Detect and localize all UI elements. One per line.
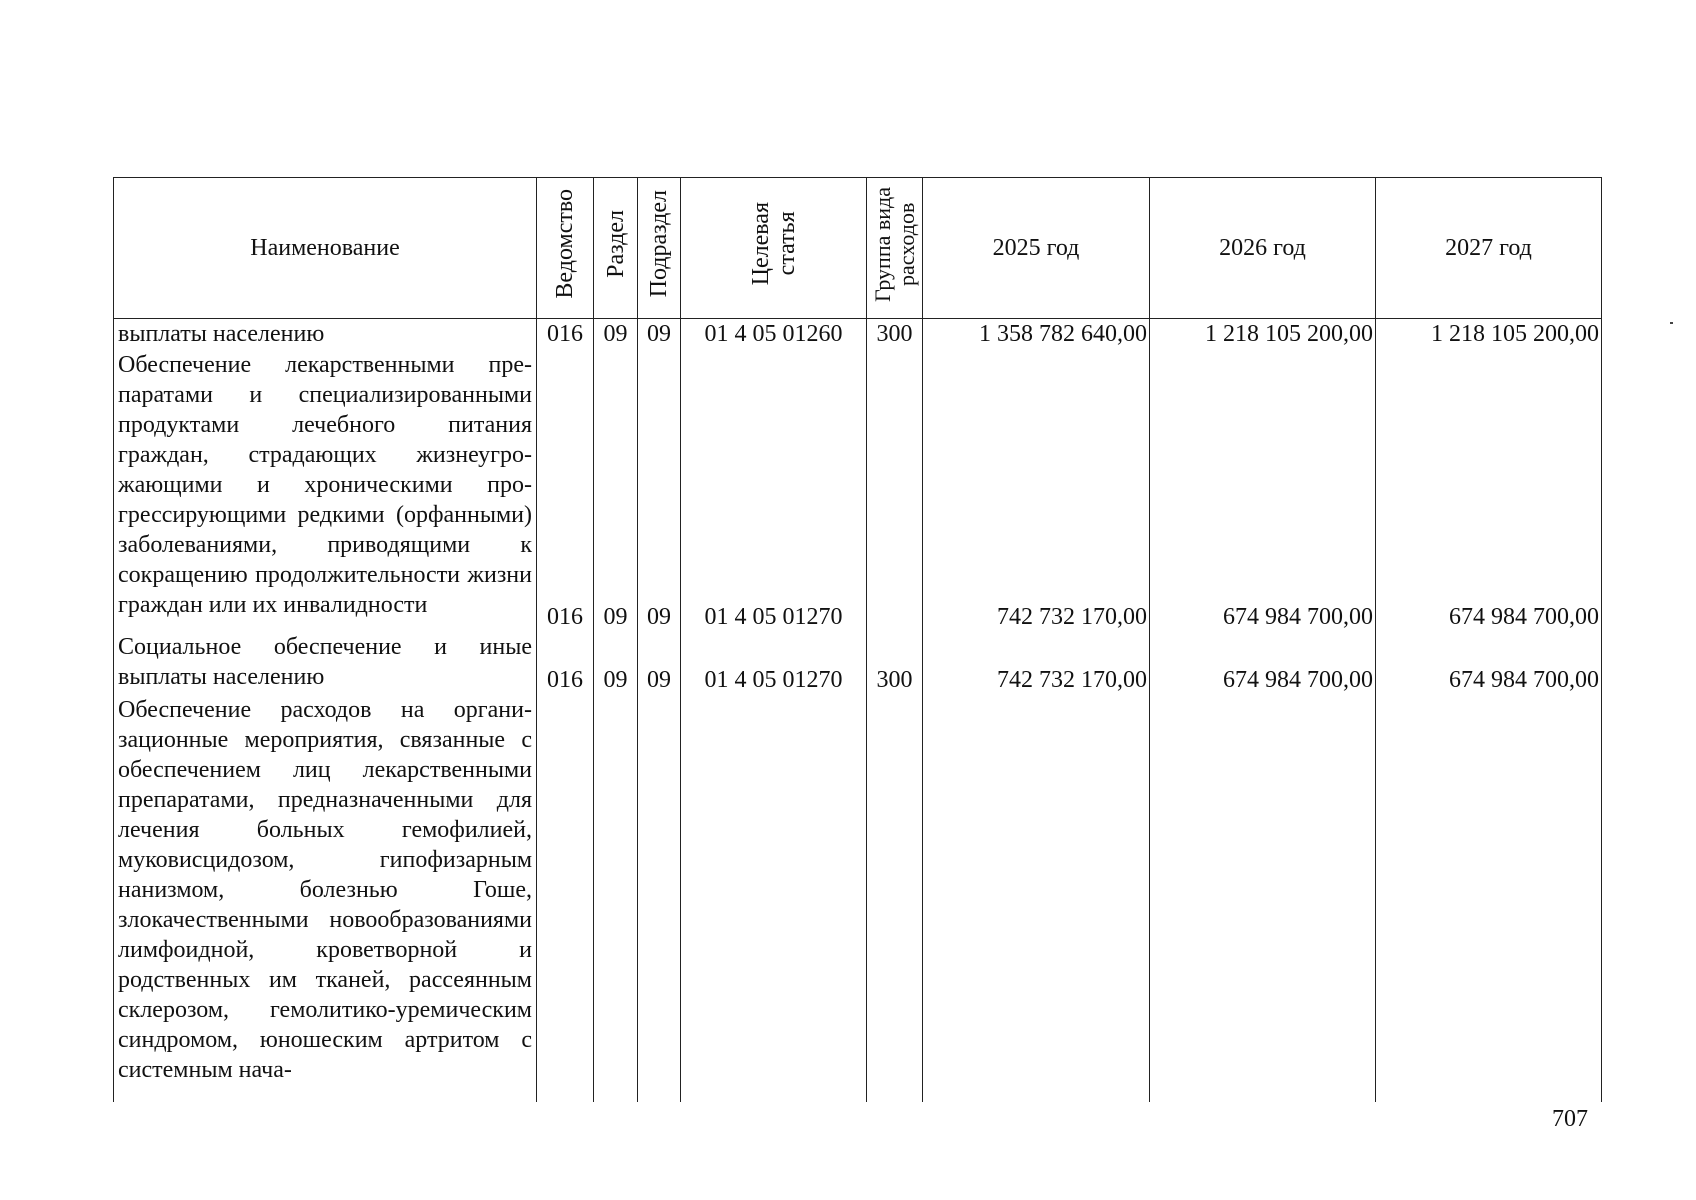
row-name: Обеспечение лекарственными препаратами и специализированными продуктами лечебного питания граждан, страдающих жизнеугрожающими и хроническими прогрессирующими редкими (орфанными) заболеваниями, приводящими к сокращению продолжительности жизни граждан или их инвалидности [114,350,537,632]
row-expense-group [867,350,923,632]
row-2027 [1376,695,1602,1102]
header-section: Раздел [594,178,638,319]
row-subsection: 09 [638,319,681,351]
row-section: 09 [594,632,638,695]
row-2026: 1 218 105 200,00 [1150,319,1376,351]
row-subsection: 09 [638,350,681,632]
header-2027: 2027 год [1376,178,1602,319]
header-row [114,178,1602,319]
row-2025: 742 732 170,00 [923,632,1150,695]
row-target-article: 01 4 05 01270 [681,350,867,632]
header-name: Наименование [114,178,537,319]
table-row [114,695,1602,1102]
header-target-article: Целевая статья [681,178,867,319]
row-name: выплаты населению [114,319,537,351]
row-2025 [923,695,1150,1102]
table-row [114,632,1602,695]
budget-table [113,177,1602,1102]
row-expense-group: 300 [867,319,923,351]
scan-speck [1670,322,1673,324]
row-2027: 1 218 105 200,00 [1376,319,1602,351]
row-department: 016 [537,319,594,351]
row-2025: 742 732 170,00 [923,350,1150,632]
table-row [114,319,1602,351]
table-row [114,350,1602,632]
row-name: Обеспечение расходов на организационные мероприятия, связанные с обеспечением лиц лекарственными препаратами, предназначенными для лечения больных гемофилией, муковисцидозом, гипофизарным нанизмом, болезнью Гоше, злокачественными новообразованиями лимфоидной, кроветворной и родственных им тканей, рассеянным склерозом, гемолитико-уремическим синдромом, юношеским артритом с системным нача- [114,695,537,1102]
header-expense-group: Группа вида расходов [867,178,923,319]
header-2026: 2026 год [1150,178,1376,319]
row-2027: 674 984 700,00 [1376,350,1602,632]
row-2026 [1150,695,1376,1102]
header-subsection: Подраздел [638,178,681,319]
row-subsection [638,695,681,1102]
row-target-article [681,695,867,1102]
row-section: 09 [594,319,638,351]
row-target-article: 01 4 05 01260 [681,319,867,351]
header-department: Ведомство [537,178,594,319]
row-subsection: 09 [638,632,681,695]
row-section [594,695,638,1102]
row-department: 016 [537,350,594,632]
row-2026: 674 984 700,00 [1150,350,1376,632]
row-expense-group [867,695,923,1102]
row-2027: 674 984 700,00 [1376,632,1602,695]
row-2026: 674 984 700,00 [1150,632,1376,695]
page-number: 707 [1552,1106,1588,1132]
row-expense-group: 300 [867,632,923,695]
row-name: Социальное обеспечение и иные выплаты населению [114,632,537,695]
row-department [537,695,594,1102]
header-2025: 2025 год [923,178,1150,319]
row-section: 09 [594,350,638,632]
row-department: 016 [537,632,594,695]
row-target-article: 01 4 05 01270 [681,632,867,695]
row-2025: 1 358 782 640,00 [923,319,1150,351]
